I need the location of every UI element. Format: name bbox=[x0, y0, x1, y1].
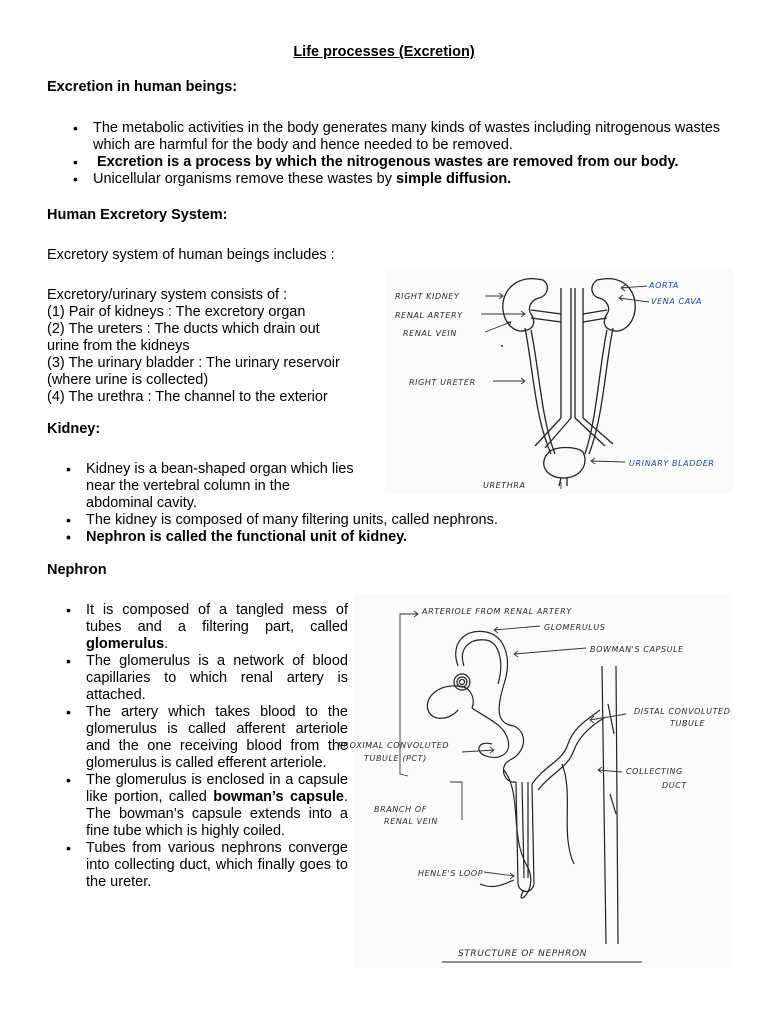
nephron-bullet-1 bbox=[86, 602, 348, 653]
label-right-kidney: RIGHT KIDNEY bbox=[395, 292, 460, 301]
label-vena-cava: VENA CAVA bbox=[651, 297, 702, 306]
label-right-ureter: RIGHT URETER bbox=[409, 378, 476, 387]
label-branch-line2: RENAL VEIN bbox=[384, 817, 438, 826]
kidney-bullet-2 bbox=[86, 512, 586, 529]
label-renal-artery: RENAL ARTERY bbox=[395, 311, 463, 320]
label-henles-loop: HENLE'S LOOP bbox=[418, 869, 484, 878]
bullet-text: The metabolic activities in the body generates many kinds of wastes including nitrogenous wastes which are harmful for the body and hence needed to be removed. bbox=[93, 120, 721, 153]
label-collecting-line2: DUCT bbox=[662, 781, 687, 790]
ink-dot bbox=[501, 345, 503, 347]
system-list bbox=[47, 287, 367, 406]
label-pct-line1: PROXIMAL CONVOLUTED bbox=[338, 741, 450, 750]
system-line: (where urine is collected) bbox=[47, 372, 209, 388]
system-line: (2) The ureters : The ducts which drain out bbox=[47, 321, 320, 337]
bullet-text-bold: glomerulus bbox=[86, 636, 165, 652]
label-dct-line2: TUBULE bbox=[670, 719, 706, 728]
bullet-text: The glomerulus is a network of blood capillaries to which renal artery is attached. bbox=[86, 653, 348, 703]
bullet-text-bold: simple diffusion. bbox=[396, 171, 512, 187]
label-structure-of-nephron: STRUCTURE OF NEPHRON bbox=[458, 949, 588, 959]
excretion-heading: Excretion in human beings: bbox=[47, 79, 238, 95]
system-line: urine from the kidneys bbox=[47, 338, 190, 354]
label-glomerulus: GLOMERULUS bbox=[544, 623, 606, 632]
bullet-text: The artery which takes blood to the glomerulus is called afferent arteriole and the one receiving blood from the glomerulus is called efferent arteriole. bbox=[86, 704, 348, 771]
system-line: (4) The urethra : The channel to the exterior bbox=[47, 389, 328, 405]
nephron-structure-diagram bbox=[338, 594, 732, 968]
nephron-bullets bbox=[86, 602, 348, 891]
system-line: Excretory/urinary system consists of : bbox=[47, 287, 288, 303]
bullet-text: The glomerulus is enclosed in a capsule like portion, called bbox=[86, 772, 348, 805]
label-branch-line1: BRANCH OF bbox=[374, 805, 427, 814]
excretion-bullet-2 bbox=[93, 154, 733, 171]
label-pct-line2: TUBULE (PCT) bbox=[364, 754, 427, 763]
bullet-text: . bbox=[164, 636, 169, 652]
bullet-text: It is composed of a tangled mess of tubes and a filtering part, called bbox=[86, 602, 348, 635]
bullet-text-bold: bowman’s capsule bbox=[213, 789, 344, 805]
label-aorta: AORTA bbox=[649, 281, 679, 290]
nephron-heading: Nephron bbox=[47, 562, 107, 578]
label-urethra: URETHRA bbox=[483, 481, 526, 490]
system-line: (1) Pair of kidneys : The excretory organ bbox=[47, 304, 306, 320]
label-urinary-bladder: URINARY BLADDER bbox=[629, 459, 715, 468]
bullet-line: • Kidney is a bean-shaped organ which lies bbox=[86, 461, 354, 477]
bullet-text: Tubes from various nephrons converge into collecting duct, which finally goes to the ureter. bbox=[86, 840, 348, 890]
excretion-bullets bbox=[93, 120, 733, 188]
bullet-line: The kidney is composed of many filtering units, called nephrons. bbox=[86, 512, 498, 528]
system-intro: Excretory system of human beings includes : bbox=[47, 247, 335, 263]
nephron-bullet-5 bbox=[86, 840, 348, 891]
kidney-bullet-3 bbox=[86, 529, 586, 546]
excretion-bullet-3 bbox=[93, 171, 733, 188]
bullet-line: Nephron is called the functional unit of kidney. bbox=[86, 529, 408, 545]
nephron-bullet-2 bbox=[86, 653, 348, 704]
label-arteriole: ARTERIOLE FROM RENAL ARTERY bbox=[422, 607, 572, 616]
excretion-bullet-1 bbox=[93, 120, 733, 154]
label-dct-line1: DISTAL CONVOLUTED bbox=[634, 707, 731, 716]
bullet-line: abdominal cavity. bbox=[86, 495, 197, 511]
system-line: (3) The urinary bladder : The urinary reservoir bbox=[47, 355, 340, 371]
excretory-system-diagram bbox=[385, 268, 733, 494]
kidney-heading: Kidney: bbox=[47, 421, 101, 437]
label-collecting-line1: COLLECTING bbox=[626, 767, 683, 776]
label-bowmans-capsule: BOWMAN'S CAPSULE bbox=[590, 645, 684, 654]
bullet-line: near the vertebral column in the bbox=[86, 478, 290, 494]
label-renal-vein: RENAL VEIN bbox=[403, 329, 457, 338]
nephron-bullet-4 bbox=[86, 772, 348, 840]
system-heading: Human Excretory System: bbox=[47, 207, 228, 223]
bullet-text: . The bowman’s capsule extends into a fine tube which is highly coiled. bbox=[86, 789, 349, 839]
bullet-text-bold: Excretion is a process by which the nitrogenous wastes are removed from our body. bbox=[97, 154, 679, 170]
page-title: Life processes (Excretion) bbox=[293, 44, 475, 60]
bullet-text: Unicellular organisms remove these wastes by bbox=[93, 171, 397, 187]
nephron-bullet-3 bbox=[86, 704, 348, 772]
